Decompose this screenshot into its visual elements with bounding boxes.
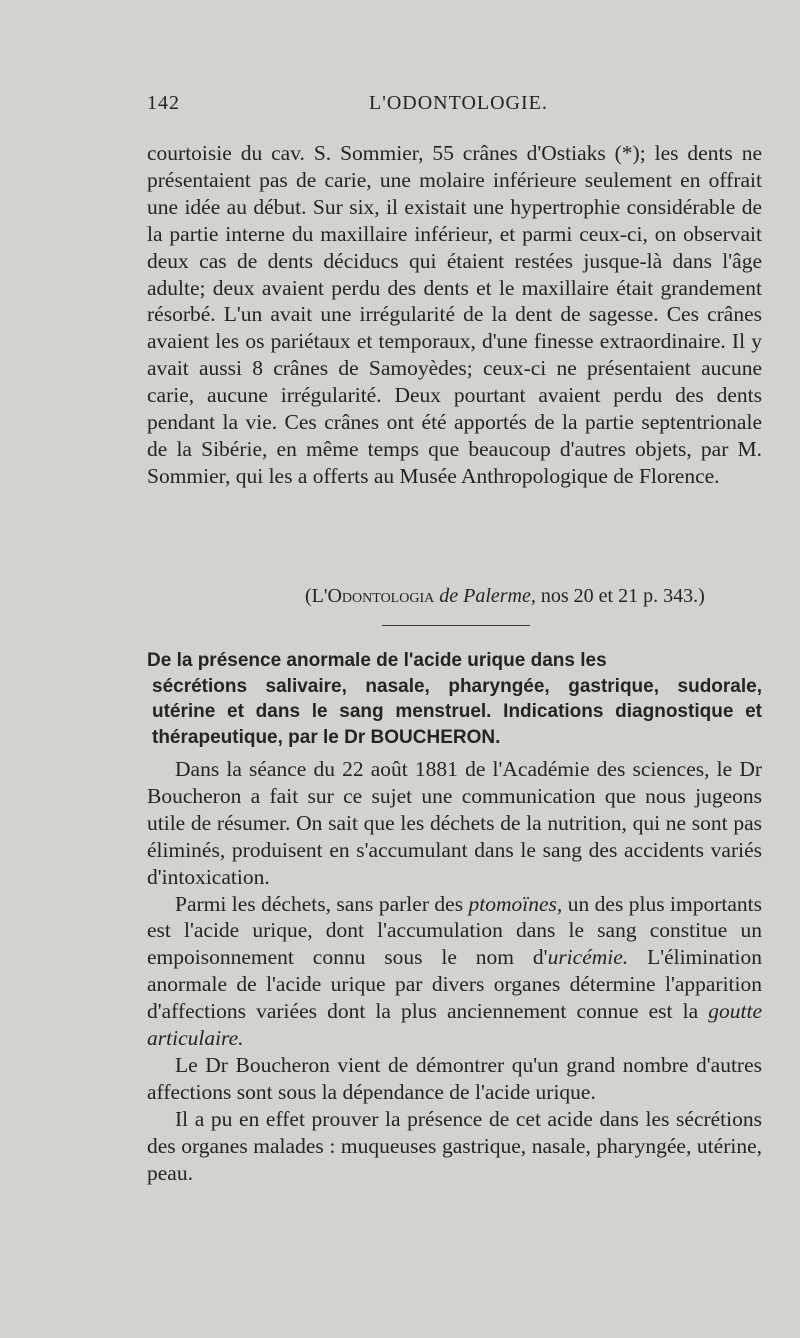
p2-mid2: L'élimination anormale de l'acide urique par divers organes détermine l'apparition d'affections variées dont la plus anciennement connue est la: [147, 945, 762, 1024]
page-number: 142: [147, 92, 180, 114]
page-header: [147, 92, 757, 126]
citation-de: de: [439, 585, 459, 607]
section-divider: [382, 625, 530, 626]
citation-place: Palerme,: [463, 585, 536, 607]
citation-journal: L'Odontologia: [311, 585, 435, 607]
p2-mid: un des plus importants est l'acide urique, dont l'accumulation dans le sang constitue un empoisonnement connu sous le nom d': [147, 891, 762, 970]
p2-start: Parmi les déchets, sans parler des: [175, 891, 464, 916]
source-citation: [305, 582, 765, 610]
article-paragraph-3: Le Dr Boucheron vient de démontrer qu'un grand nombre d'autres affections sont sous la dépendance de l'acide urique.: [147, 1052, 762, 1104]
article-paragraph-4: Il a pu en effet prouver la présence de cet acide dans les sécrétions des organes malades : muqueuses gastrique, nasale, pharyngée, utérine, peau.: [147, 1106, 762, 1185]
running-title: L'ODONTOLOGIE.: [369, 92, 548, 114]
p2-term-uricemie: uricémie.: [547, 945, 629, 970]
citation-numbers: nos 20 et 21 p. 343.): [540, 585, 705, 607]
article-title-line1: De la présence anormale de l'acide urique dans les: [147, 650, 607, 671]
article-paragraph-2: [147, 891, 762, 1052]
citation-open: (: [305, 585, 312, 607]
article-title-rest: sécrétions salivaire, nasale, pharyngée, gastrique, sudorale, utérine et dans le sang menstruel. Indications diagnostique et thérapeutique, par le Dr BOUCHERON.: [152, 675, 762, 748]
p2-term-ptomoines: ptomoïnes,: [468, 891, 563, 916]
article-title: [147, 648, 762, 750]
article-body: [147, 756, 762, 1187]
continuation-paragraph: [147, 140, 762, 490]
article-paragraph-1: Dans la séance du 22 août 1881 de l'Académie des sciences, le Dr Boucheron a fait sur ce sujet une communication que nous jugeons utile de résumer. On sait que les déchets de la nutrition, qui ne sont pas éliminés, produisent en s'accumulant dans le sang des accidents variés d'intoxication.: [147, 757, 762, 889]
continuation-text: courtoisie du cav. S. Sommier, 55 crânes d'Ostiaks (*); les dents ne présentaient pas de carie, une molaire inférieure seulement en offrait une idée au début. Sur six, il existait une hypertrophie considérable de la partie interne du maxillaire inférieur, et parmi ceux-ci, on observait deux cas de dents déciducs qui étaient restées jusque-là dans l'âge adulte; deux avaient perdu des dents et le maxillaire était grandement résorbé. L'un avait une irrégularité de la dent de sagesse. Ces crânes avaient les os pariétaux et temporaux, d'une finesse extraordinaire. Il y avait aussi 8 crânes de Samoyèdes; ceux-ci ne présentaient aucune carie, aucune irrégularité. Deux pourtant avaient perdu des dents pendant la vie. Ces crânes ont été apportés de la partie septentrionale de la Sibérie, en même temps que beaucoup d'autres objets, par M. Sommier, qui les a offerts au Musée Anthropologique de Florence.: [147, 141, 762, 488]
p2-term-goutte: goutte articulaire.: [147, 999, 763, 1051]
